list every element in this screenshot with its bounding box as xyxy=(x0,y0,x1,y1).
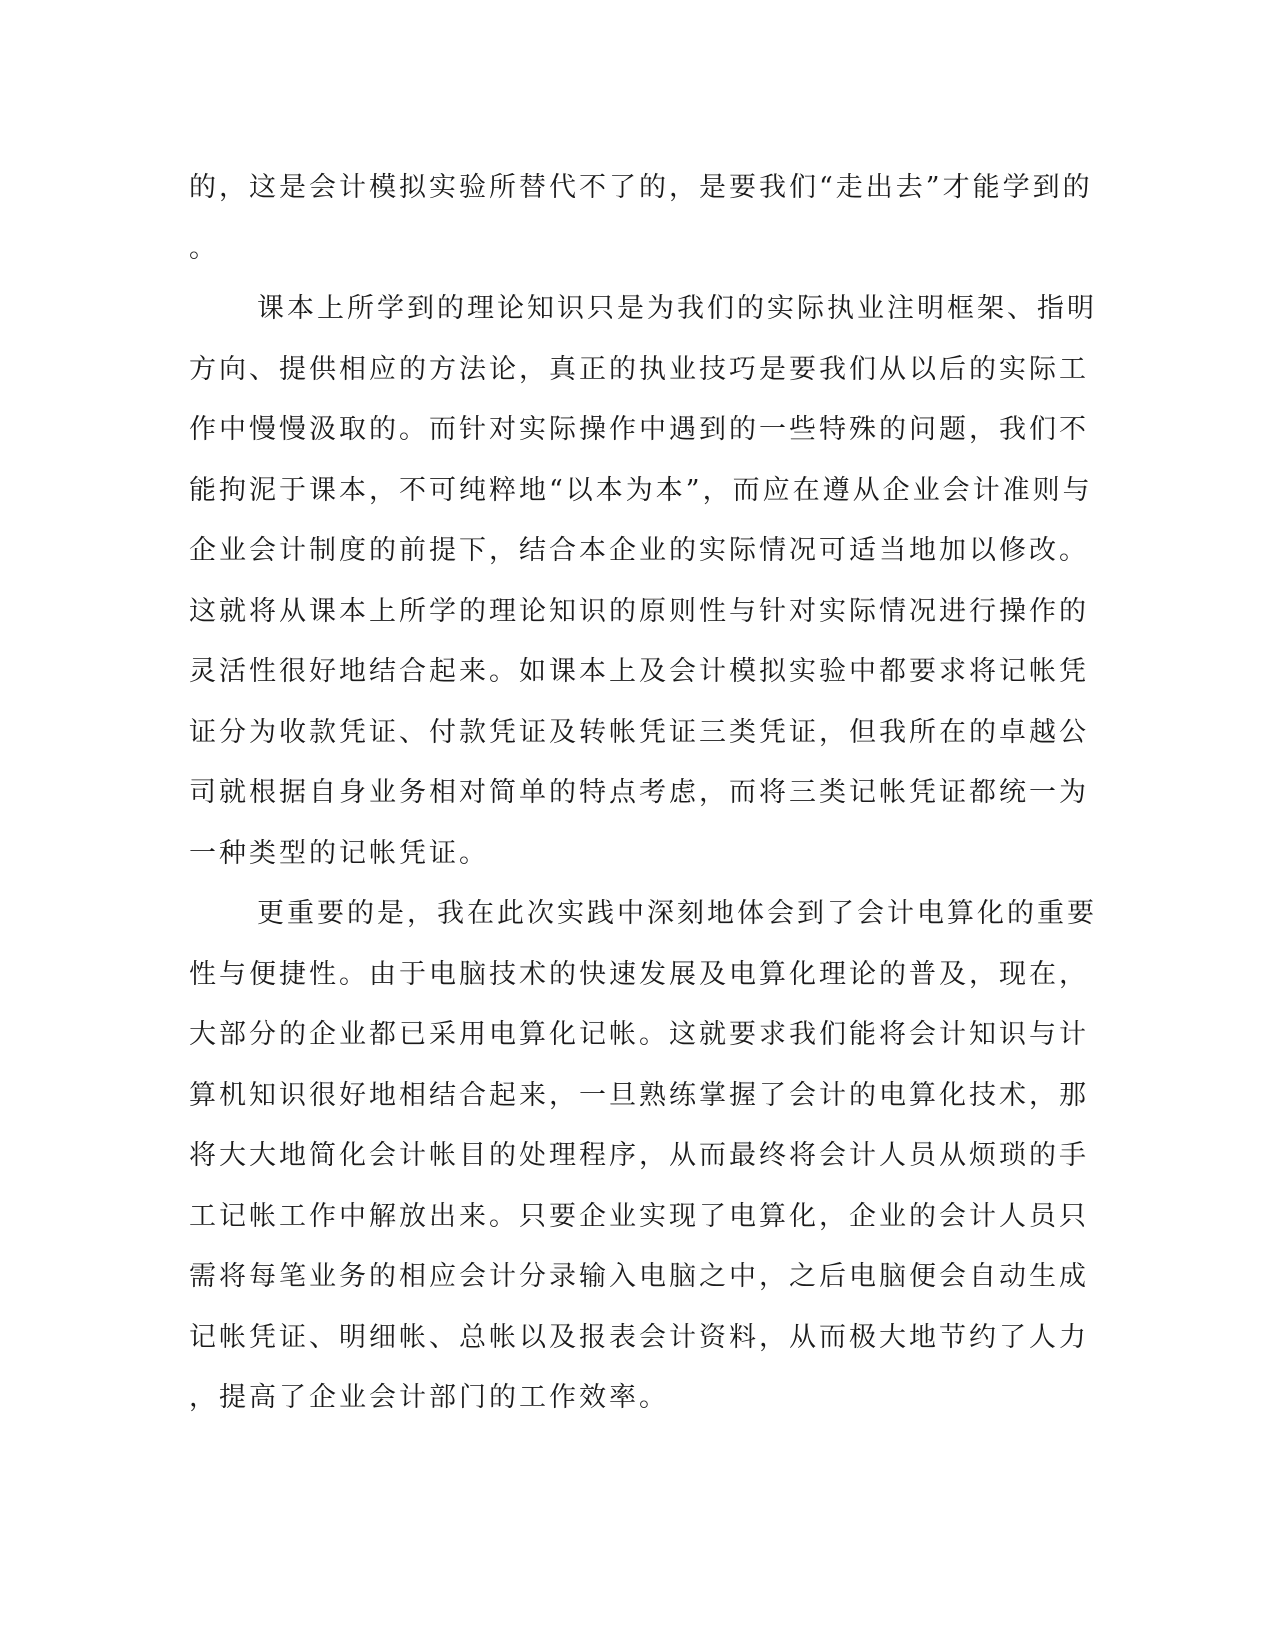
document-body xyxy=(189,158,1097,1429)
text-line: 作中慢慢汲取的。而针对实际操作中遇到的一些特殊的问题，我们不 xyxy=(189,414,1089,445)
paragraph-start-line: 更重要的是，我在此次实践中深刻地体会到了会计电算化的重要 xyxy=(257,898,1097,929)
text-line: 证分为收款凭证、付款凭证及转帐凭证三类凭证，但我所在的卓越公 xyxy=(189,716,1089,748)
text-line: 企业会计制度的前提下，结合本企业的实际情况可适当地加以修改。 xyxy=(189,535,1089,566)
text-line: 灵活性很好地结合起来。如课本上及会计模拟实验中都要求将记帐凭 xyxy=(189,656,1089,687)
text-line: 大部分的企业都已采用电算化记帐。这就要求我们能将会计知识与计 xyxy=(189,1019,1089,1050)
text-line: 记帐凭证、明细帐、总帐以及报表会计资料，从而极大地节约了人力 xyxy=(189,1321,1089,1353)
text-line: 方向、提供相应的方法论，真正的执业技巧是要我们从以后的实际工 xyxy=(189,353,1089,385)
text-line: 司就根据自身业务相对简单的特点考虑，而将三类记帐凭证都统一为 xyxy=(189,777,1089,808)
text-line: ，提高了企业会计部门的工作效率。 xyxy=(189,1382,669,1413)
paragraph-start-line: 课本上所学到的理论知识只是为我们的实际执业注明框架、指明 xyxy=(257,293,1097,324)
text-line: 算机知识很好地相结合起来，一旦熟练掌握了会计的电算化技术，那 xyxy=(189,1079,1089,1111)
text-line: 一种类型的记帐凭证。 xyxy=(189,837,489,869)
text-line: 需将每笔业务的相应会计分录输入电脑之中，之后电脑便会自动生成 xyxy=(189,1261,1089,1292)
text-line: 将大大地简化会计帐目的处理程序，从而最终将会计人员从烦琐的手 xyxy=(189,1140,1089,1171)
text-line: 这就将从课本上所学的理论知识的原则性与针对实际情况进行操作的 xyxy=(189,595,1089,627)
text-line: 工记帐工作中解放出来。只要企业实现了电算化，企业的会计人员只 xyxy=(189,1200,1089,1232)
text-line: 性与便捷性。由于电脑技术的快速发展及电算化理论的普及，现在， xyxy=(189,958,1089,990)
text-line: 能拘泥于课本，不可纯粹地“以本为本”，而应在遵从企业会计准则与 xyxy=(189,474,1093,506)
text-line: 的，这是会计模拟实验所替代不了的，是要我们“走出去”才能学到的 xyxy=(189,172,1093,203)
text-line: 。 xyxy=(189,232,219,264)
